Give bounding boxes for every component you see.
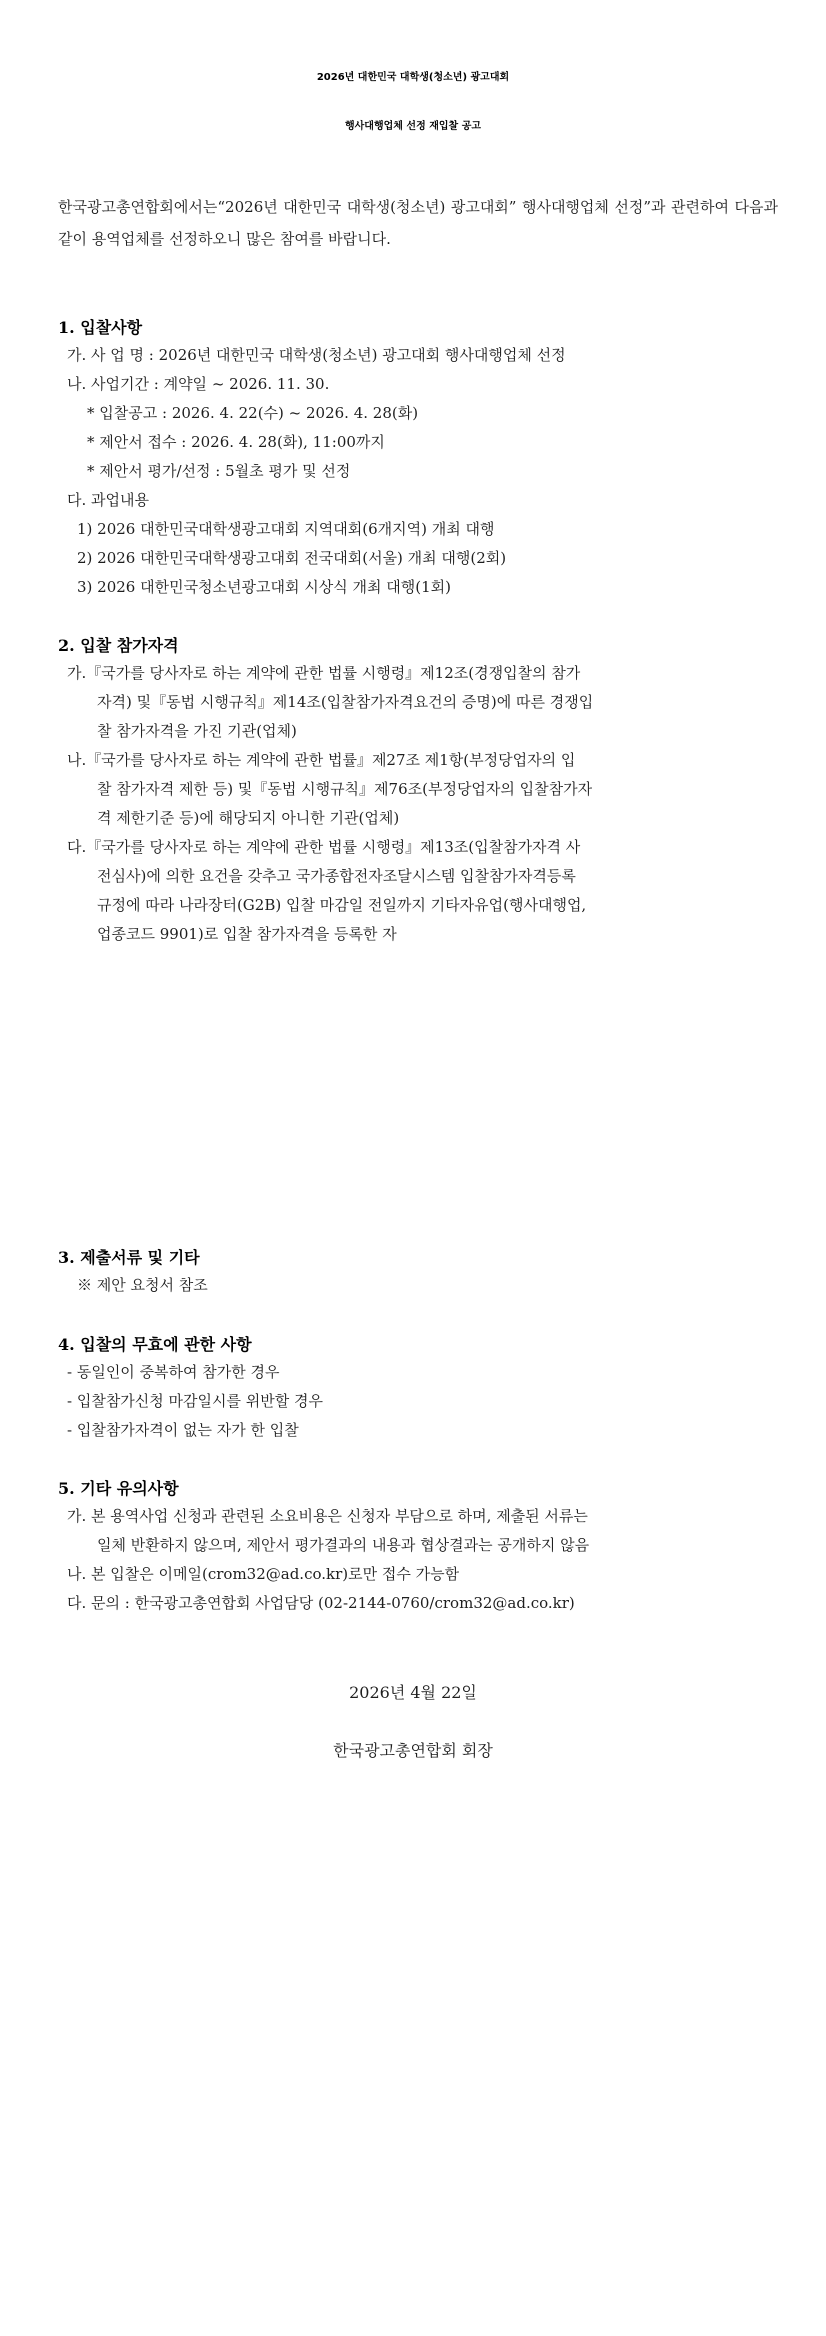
s2-na-line2: 찰 참가자격 제한 등) 및『동법 시행규칙』제76조(부정당업자의 입찰참가자 xyxy=(97,780,593,798)
announcement-date: 2026년 4월 22일 xyxy=(349,1683,477,1702)
section2-heading: 2. 입찰 참가자격 xyxy=(58,636,179,655)
page-title-line2: 행사대행업체 선정 재입찰 공고 xyxy=(344,121,482,132)
s5-ga-line2: 일체 반환하지 않으며, 제안서 평가결과의 내용과 협상결과는 공개하지 않음 xyxy=(97,1536,590,1554)
section4-heading: 4. 입찰의 무효에 관한 사항 xyxy=(58,1335,252,1354)
page-title-line1: 2026년 대한민국 대학생(청소년) 광고대회 xyxy=(316,72,510,83)
s3-note: ※ 제안 요청서 참조 xyxy=(77,1276,208,1294)
section1-heading: 1. 입찰사항 xyxy=(58,318,143,337)
s2-da-line4: 업종코드 9901)로 입찰 참가자격을 등록한 자 xyxy=(97,925,397,943)
s5-email-note: 나. 본 입찰은 이메일(crom32@ad.co.kr)로만 접수 가능함 xyxy=(67,1565,460,1583)
s4-item-1: - 동일인이 중복하여 참가한 경우 xyxy=(67,1363,280,1381)
s4-item-2: - 입찰참가신청 마감일시를 위반할 경우 xyxy=(67,1392,323,1410)
intro-paragraph: 한국광고총연합회에서는“2026년 대한민국 대학생(청소년) 광고대회” 행사대행업체 선정”과 관련하여 다음과 같이 용역업체를 선정하오니 많은 참여를 바랍니다. xyxy=(58,198,778,248)
section5-heading: 5. 기타 유의사항 xyxy=(58,1479,179,1498)
issuer-name: 한국광고총연합회 회장 xyxy=(333,1741,493,1760)
s2-ga-line3: 찰 참가자격을 가진 기관(업체) xyxy=(97,722,297,740)
s2-da-line1: 다.『국가를 당사자로 하는 계약에 관한 법률 시행령』제13조(입찰참가자격 사 xyxy=(67,838,581,856)
s4-item-3: - 입찰참가자격이 없는 자가 한 입찰 xyxy=(67,1421,299,1439)
s1-task-heading: 다. 과업내용 xyxy=(67,491,149,509)
s1-project-name: 가. 사 업 명 : 2026년 대한민국 대학생(청소년) 광고대회 행사대행업체 선정 xyxy=(67,346,566,364)
s2-ga-line2: 자격) 및『동법 시행규칙』제14조(입찰참가자격요건의 증명)에 따른 경쟁입 xyxy=(97,693,594,711)
s2-da-line2: 전심사)에 의한 요건을 갖추고 국가종합전자조달시스템 입찰참가자격등록 xyxy=(97,867,576,885)
s2-na-line1: 나.『국가를 당사자로 하는 계약에 관한 법률』제27조 제1항(부정당업자의 입 xyxy=(67,751,576,769)
s1-task-item-1: 1) 2026 대한민국대학생광고대회 지역대회(6개지역) 개최 대행 xyxy=(77,520,495,538)
s1-project-period: 나. 사업기간 : 계약일 ~ 2026. 11. 30. xyxy=(67,375,330,393)
s2-ga-line1: 가.『국가를 당사자로 하는 계약에 관한 법률 시행령』제12조(경쟁입찰의 참가 xyxy=(67,664,581,682)
section3-heading: 3. 제출서류 및 기타 xyxy=(58,1248,200,1267)
s1-task-item-2: 2) 2026 대한민국대학생광고대회 전국대회(서울) 개최 대행(2회) xyxy=(77,549,507,567)
s1-bid-notice: * 입찰공고 : 2026. 4. 22(수) ~ 2026. 4. 28(화) xyxy=(87,404,419,422)
s2-na-line3: 격 제한기준 등)에 해당되지 아니한 기관(업체) xyxy=(97,809,400,827)
s1-proposal-evaluation: * 제안서 평가/선정 : 5월초 평가 및 선정 xyxy=(87,462,351,480)
s1-proposal-deadline: * 제안서 접수 : 2026. 4. 28(화), 11:00까지 xyxy=(87,433,385,451)
s2-da-line3: 규정에 따라 나라장터(G2B) 입찰 마감일 전일까지 기타자유업(행사대행업, xyxy=(97,896,587,914)
s1-task-item-3: 3) 2026 대한민국청소년광고대회 시상식 개최 대행(1회) xyxy=(77,578,451,596)
s5-contact: 다. 문의 : 한국광고총연합회 사업담당 (02-2144-0760/crom32@ad.co.kr) xyxy=(67,1594,575,1612)
s5-ga-line1: 가. 본 용역사업 신청과 관련된 소요비용은 신청자 부담으로 하며, 제출된 서류는 xyxy=(67,1507,588,1525)
